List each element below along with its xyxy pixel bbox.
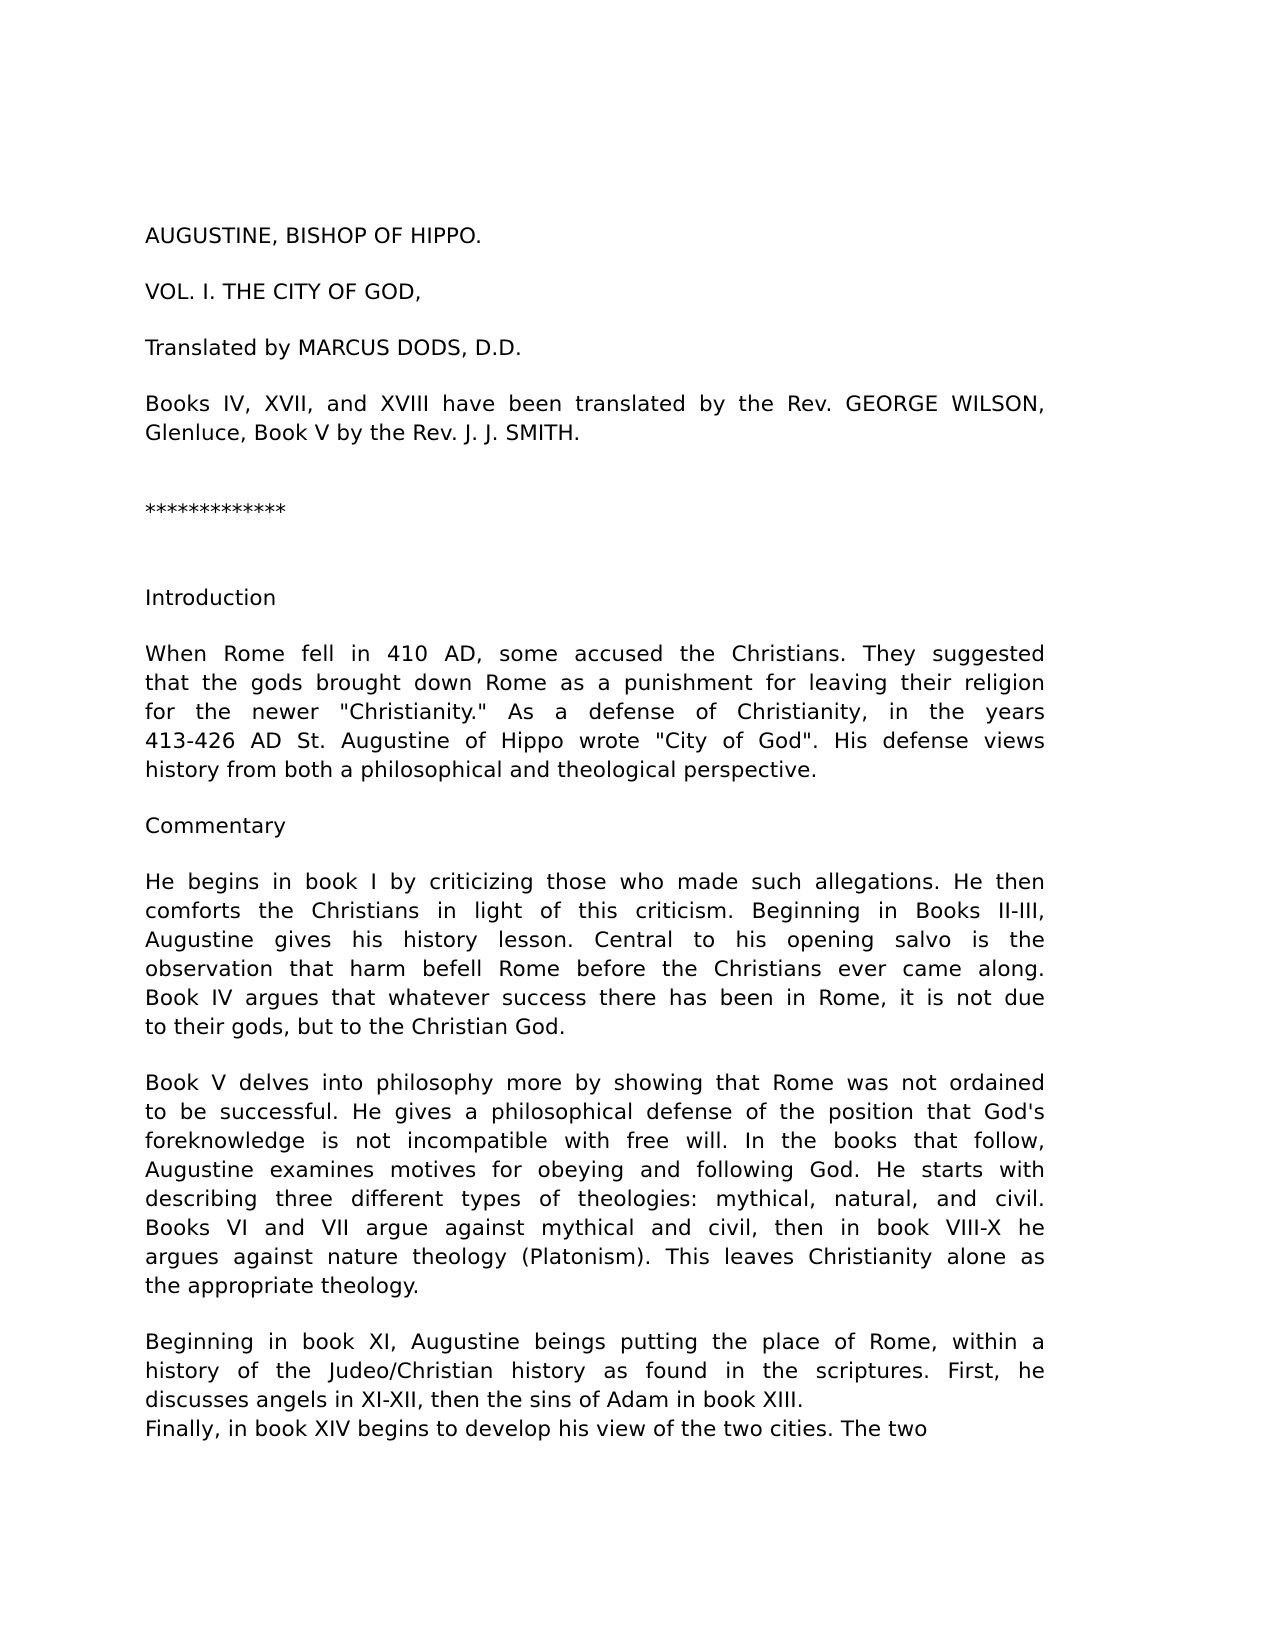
commentary-paragraph-2 <box>145 1069 1045 1301</box>
commentary-paragraph-1 <box>145 868 1045 1042</box>
text-line: argues against nature theology (Platonism). This leaves Christianity alone as <box>145 1245 1045 1270</box>
text-line: Books IV, XVII, and XVIII have been translated by the Rev. GEORGE WILSON, <box>145 392 1045 417</box>
text-line: to their gods, but to the Christian God. <box>145 1015 566 1040</box>
text-line: He begins in book I by criticizing those who made such allegations. He then <box>145 870 1045 895</box>
text-line: Finally, in book XIV begins to develop his view of the two cities. The two <box>145 1417 928 1442</box>
text-line: Books VI and VII argue against mythical and civil, then in book VIII-X he <box>145 1216 1045 1241</box>
text-line: observation that harm befell Rome before the Christians ever came along. <box>145 957 1045 982</box>
text-line: Introduction <box>145 586 277 611</box>
text-line: AUGUSTINE, BISHOP OF HIPPO. <box>145 224 483 249</box>
text-line: for the newer "Christianity." As a defense of Christianity, in the years <box>145 700 1045 725</box>
title-line <box>145 222 1045 251</box>
asterisk-separator <box>145 498 1045 527</box>
text-line: VOL. I. THE CITY OF GOD, <box>145 280 422 305</box>
translators-note-paragraph <box>145 390 1045 448</box>
text-line: Glenluce, Book V by the Rev. J. J. SMITH. <box>145 421 581 446</box>
text-line: foreknowledge is not incompatible with free will. In the books that follow, <box>145 1129 1045 1154</box>
text-line: When Rome fell in 410 AD, some accused the Christians. They suggested <box>145 642 1045 667</box>
text-line: Book IV argues that whatever success there has been in Rome, it is not due <box>145 986 1045 1011</box>
section-heading-introduction <box>145 584 1045 613</box>
text-line: Book V delves into philosophy more by showing that Rome was not ordained <box>145 1071 1045 1096</box>
text-line: comforts the Christians in light of this criticism. Beginning in Books II-III, <box>145 899 1045 924</box>
text-line: Augustine gives his history lesson. Central to his opening salvo is the <box>145 928 1045 953</box>
text-line: to be successful. He gives a philosophical defense of the position that God's <box>145 1100 1045 1125</box>
document-content <box>145 222 1045 1444</box>
text-line: history of the Judeo/Christian history as found in the scriptures. First, he <box>145 1359 1045 1384</box>
text-line: Commentary <box>145 814 287 839</box>
volume-title-line <box>145 278 1045 307</box>
section-heading-commentary <box>145 812 1045 841</box>
text-line: Beginning in book XI, Augustine beings putting the place of Rome, within a <box>145 1330 1045 1355</box>
text-line: describing three different types of theologies: mythical, natural, and civil. <box>145 1187 1045 1212</box>
text-line: Translated by MARCUS DODS, D.D. <box>145 336 522 361</box>
text-line: Augustine examines motives for obeying and following God. He starts with <box>145 1158 1045 1183</box>
text-line: ************* <box>145 500 287 525</box>
text-line: that the gods brought down Rome as a punishment for leaving their religion <box>145 671 1045 696</box>
text-line: discusses angels in XI-XII, then the sins of Adam in book XIII. <box>145 1388 804 1413</box>
text-line: history from both a philosophical and theological perspective. <box>145 758 818 783</box>
translator-line <box>145 334 1045 363</box>
introduction-paragraph <box>145 640 1045 785</box>
text-line: 413-426 AD St. Augustine of Hippo wrote "City of God". His defense views <box>145 729 1045 754</box>
text-line: the appropriate theology. <box>145 1274 420 1299</box>
commentary-paragraph-3 <box>145 1328 1045 1444</box>
